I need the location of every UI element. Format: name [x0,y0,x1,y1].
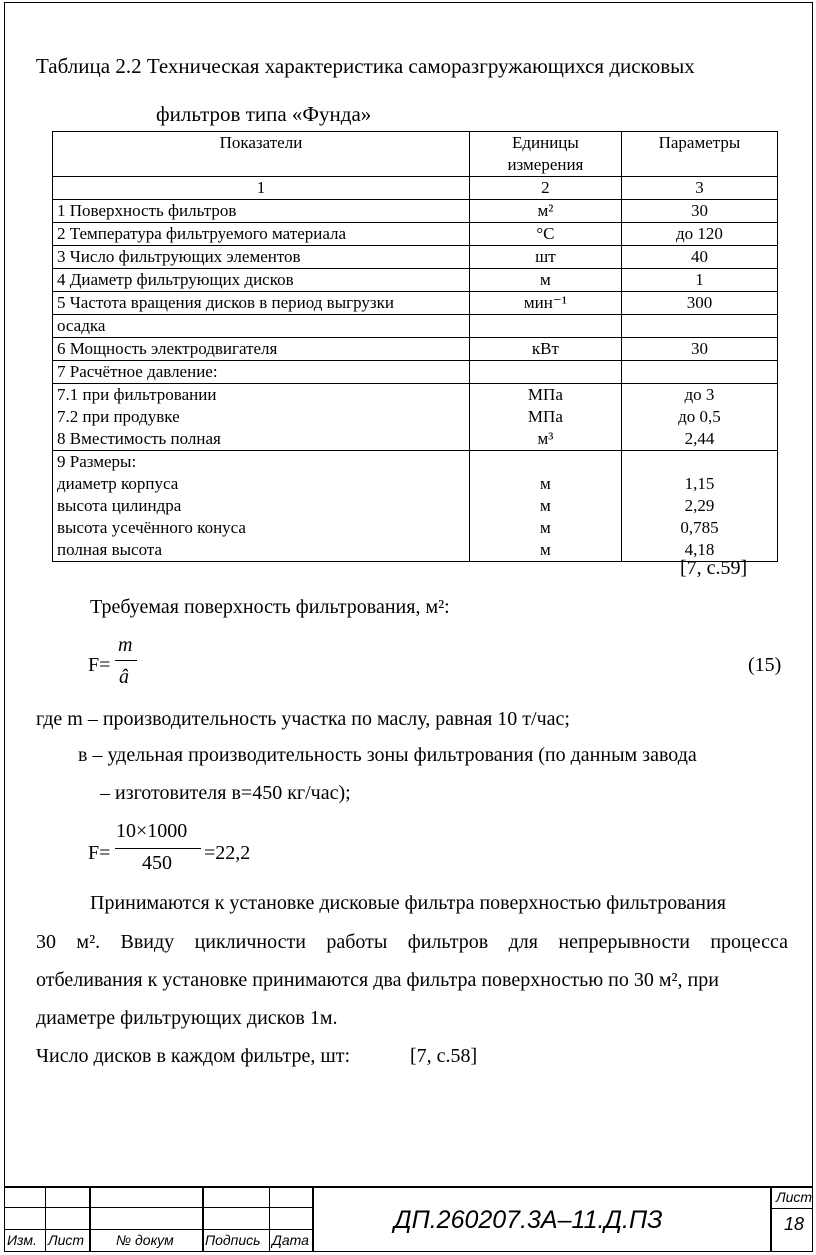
row-unit: м² [469,200,621,223]
group-values [621,451,777,562]
row-value: 1,15 [684,474,715,493]
stamp-line [312,1186,314,1252]
where-b-text-1: в – удельная производительность зоны фильтрования (по данным завода [78,744,697,766]
row-value: 0,785 [680,518,719,537]
group-labels [53,384,470,451]
row-value: 40 [621,246,777,269]
accept-text-3: отбеливания к установке принимаются два фильтра поверхностью по 30 м², при [36,969,719,991]
row-unit [474,451,617,473]
accept-text-4: диаметре фильтрующих дисков 1м. [36,1007,338,1029]
formula-numerator: m [118,634,133,656]
table-row [53,338,778,361]
row-unit: м [540,540,551,559]
formula-result: =22,2 [204,842,251,864]
stamp-line [770,1208,813,1209]
stamp-label-date: Дата [272,1232,309,1248]
table-row [53,223,778,246]
accept-text-2: 30 м². Ввиду цикличности работы фильтров для непрерывности процесса [36,931,788,953]
row-value: 30 [621,338,777,361]
stamp-line [89,1186,91,1252]
caption-line-2: фильтров типа «Фунда» [156,102,372,126]
required-surface-text: Требуемая поверхность фильтрования, м²: [90,596,450,618]
header-units: Единицы измерения [469,132,621,177]
col-number: 1 [53,177,470,200]
where-b-text-2: – изготовителя в=450 кг/час); [100,782,351,804]
row-value: 2,29 [684,496,715,515]
row-label: 1 Поверхность фильтров [53,200,470,223]
formula-denominator: 450 [142,852,172,874]
row-label: высота цилиндра [57,496,182,515]
row-unit: МПа [527,407,563,426]
col-number: 2 [469,177,621,200]
stamp-line [45,1186,46,1252]
stamp-label-document: № докум [116,1232,174,1248]
row-value: 4,18 [684,540,715,559]
stamp-line [269,1186,270,1252]
row-label: 3 Число фильтрующих элементов [53,246,470,269]
formula-lhs: F= [88,654,111,676]
stamp-line [202,1186,204,1252]
discs-reference: [7, с.58] [410,1045,478,1067]
table-row [53,361,778,384]
row-label: 7.1 при фильтровании [57,385,217,404]
stamp-label-sheet: Лист [48,1232,85,1248]
document-code: ДП.260207.3А–11.Д.ПЗ [394,1206,663,1234]
stamp-label-signature: Подпись [205,1232,261,1248]
table-row [53,292,778,315]
accept-text-1: Принимаются к установке дисковые фильтра поверхностью фильтрования [90,892,726,914]
row-value: 30 [621,200,777,223]
stamp-line [4,1229,312,1230]
row-unit [469,361,621,384]
discs-count-text: Число дисков в каждом фильтре, шт: [36,1045,351,1067]
row-value [621,361,777,384]
row-unit: м [469,269,621,292]
stamp-line [770,1186,772,1252]
table-row [53,246,778,269]
row-label: 7.2 при продувке [57,407,180,426]
group-labels [53,451,470,562]
stamp-label-change: Изм. [7,1232,37,1248]
row-unit: °С [469,223,621,246]
where-m-text: где m – производительность участка по маслу, равная 10 т/час; [36,708,570,730]
spec-table [52,131,778,562]
group-units [469,384,621,451]
table-row-group-9 [53,451,778,562]
row-label: 2 Температура фильтруемого материала [53,223,470,246]
table-row [53,315,778,338]
row-label: высота усечённого конуса [57,518,246,537]
sheet-number: 18 [784,1214,805,1234]
row-label: 4 Диаметр фильтрующих дисков [53,269,470,292]
row-unit: МПа [527,385,563,404]
row-value [626,451,773,473]
row-unit: м [540,496,551,515]
row-value: 1 [621,269,777,292]
row-value: до 0,5 [678,407,721,426]
table-row-group-7 [53,384,778,451]
row-label: диаметр корпуса [57,474,179,493]
formula-lhs: F= [88,842,111,864]
stamp-line [4,1207,312,1208]
table-caption [36,42,695,138]
row-unit: м [540,518,551,537]
header-indicators: Показатели [53,132,470,177]
fraction-line [115,660,137,661]
group-units [469,451,621,562]
stamp-line [4,1186,813,1188]
title-block-stamp [4,1186,813,1252]
table-row [53,200,778,223]
row-value: 300 [621,292,777,315]
row-label: 8 Вместимость полная [57,429,221,448]
row-unit: кВт [469,338,621,361]
formula-denominator: â [119,666,129,688]
caption-line-1: Таблица 2.2 Техническая характеристика саморазгружающихся дисковых [36,54,695,78]
table-header-row [53,132,778,177]
equation-number: (15) [748,654,782,676]
row-unit [469,315,621,338]
sheet-label: Лист [776,1189,813,1205]
row-value: 2,44 [684,429,715,448]
row-label: осадка [53,315,470,338]
row-unit: мин⁻¹ [469,292,621,315]
row-unit: шт [469,246,621,269]
header-parameters: Параметры [621,132,777,177]
table-row [53,269,778,292]
row-value [621,315,777,338]
row-label: 7 Расчётное давление: [53,361,470,384]
group-values [621,384,777,451]
row-label: полная высота [57,540,163,559]
row-unit: м [540,474,551,493]
fraction-line [115,848,201,849]
table-column-numbers [53,177,778,200]
row-value: до 120 [621,223,777,246]
row-value: до 3 [684,385,715,404]
row-label: 5 Частота вращения дисков в период выгрузки [53,292,470,315]
table-reference: [7, с.59] [680,557,748,579]
row-label: 6 Мощность электродвигателя [53,338,470,361]
col-number: 3 [621,177,777,200]
row-label: 9 Размеры: [57,452,137,471]
formula-numerator: 10×1000 [116,820,188,842]
row-unit: м³ [537,429,554,448]
